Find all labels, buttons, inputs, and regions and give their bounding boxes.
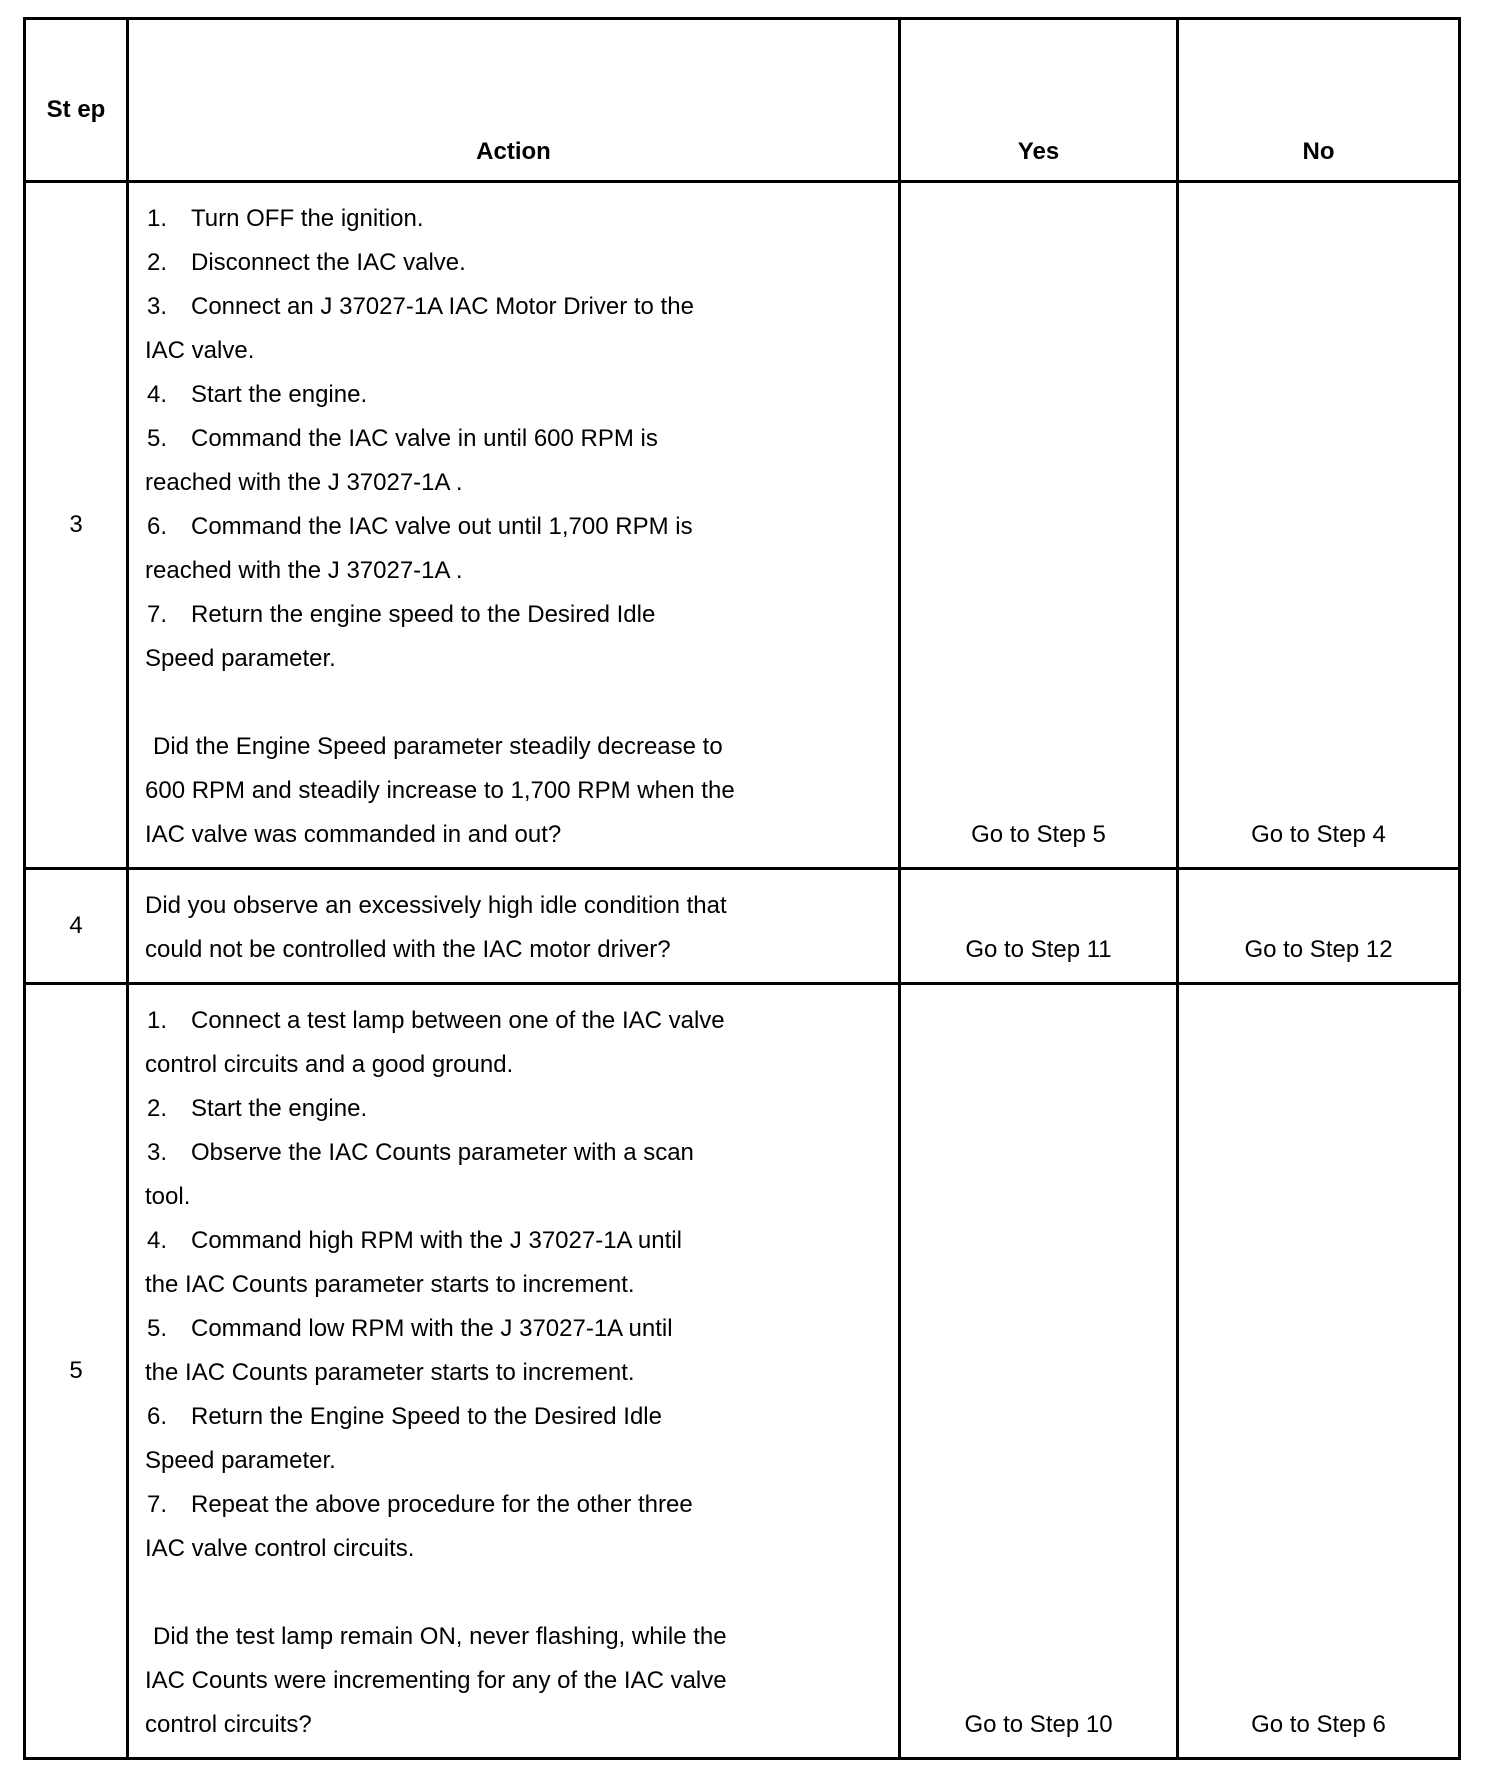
step-text: Connect an J 37027-1A IAC Motor Driver to the bbox=[191, 293, 694, 320]
step-text: Command low RPM with the J 37027-1A until bbox=[191, 1315, 673, 1342]
step-index: 4. bbox=[147, 1227, 168, 1254]
action-step bbox=[145, 417, 888, 461]
question-line: 600 RPM and steadily increase to 1,700 RPM when the bbox=[145, 777, 735, 804]
action-step bbox=[145, 1483, 888, 1527]
step-text: Start the engine. bbox=[191, 1095, 368, 1122]
table-row bbox=[25, 182, 1460, 869]
no-result: Go to Step 6 bbox=[1178, 984, 1460, 1759]
action-step bbox=[145, 505, 888, 549]
step-text: Return the engine speed to the Desired Idle bbox=[191, 601, 656, 628]
question-line: Did you observe an excessively high idle condition that bbox=[145, 892, 727, 919]
question-line: Did the test lamp remain ON, never flashing, while the bbox=[153, 1623, 727, 1650]
question-line: could not be controlled with the IAC motor driver? bbox=[145, 936, 671, 963]
action-step bbox=[145, 1219, 888, 1263]
action-step bbox=[145, 197, 888, 241]
step-number: 4 bbox=[25, 869, 128, 984]
action-step bbox=[145, 1395, 888, 1439]
spacer bbox=[145, 681, 888, 725]
header-step-label: St ep bbox=[46, 96, 106, 123]
header-no: No bbox=[1178, 19, 1460, 182]
table-row bbox=[25, 984, 1460, 1759]
step-index: 7. bbox=[147, 1491, 168, 1518]
yes-result: Go to Step 11 bbox=[900, 869, 1178, 984]
step-index: 6. bbox=[147, 513, 168, 540]
yes-result: Go to Step 5 bbox=[900, 182, 1178, 869]
step-text-continued: IAC valve. bbox=[145, 337, 255, 364]
step-text-continued: Speed parameter. bbox=[145, 1447, 336, 1474]
action-step bbox=[145, 373, 888, 417]
step-text-continued: IAC valve control circuits. bbox=[145, 1535, 415, 1562]
step-index: 2. bbox=[147, 249, 168, 276]
table-row bbox=[25, 869, 1460, 984]
step-index: 7. bbox=[147, 601, 168, 628]
action-step bbox=[145, 1307, 888, 1351]
action-step bbox=[145, 241, 888, 285]
action-cell bbox=[128, 182, 900, 869]
question-line: control circuits? bbox=[145, 1711, 312, 1738]
step-text: Observe the IAC Counts parameter with a scan bbox=[191, 1139, 694, 1166]
step-text-continued: reached with the J 37027-1A . bbox=[145, 557, 463, 584]
action-cell bbox=[128, 984, 900, 1759]
step-text-continued: Speed parameter. bbox=[145, 645, 336, 672]
no-result: Go to Step 4 bbox=[1178, 182, 1460, 869]
step-text-continued: reached with the J 37027-1A . bbox=[145, 469, 463, 496]
step-index: 2. bbox=[147, 1095, 168, 1122]
step-index: 1. bbox=[147, 205, 168, 232]
step-index: 5. bbox=[147, 425, 168, 452]
spacer bbox=[145, 1571, 888, 1615]
step-index: 3. bbox=[147, 293, 168, 320]
step-index: 1. bbox=[147, 1007, 168, 1034]
step-text: Start the engine. bbox=[191, 381, 368, 408]
step-text-continued: tool. bbox=[145, 1183, 191, 1210]
step-text: Disconnect the IAC valve. bbox=[191, 249, 466, 276]
step-number: 5 bbox=[25, 984, 128, 1759]
yes-result: Go to Step 10 bbox=[900, 984, 1178, 1759]
question-line: Did the Engine Speed parameter steadily decrease to bbox=[153, 733, 723, 760]
step-text: Return the Engine Speed to the Desired Idle bbox=[191, 1403, 662, 1430]
header-step bbox=[25, 19, 128, 182]
step-text-continued: control circuits and a good ground. bbox=[145, 1051, 514, 1078]
step-index: 4. bbox=[147, 381, 168, 408]
step-text-continued: the IAC Counts parameter starts to increment. bbox=[145, 1271, 635, 1298]
step-text-continued: the IAC Counts parameter starts to increment. bbox=[145, 1359, 635, 1386]
step-text: Command the IAC valve out until 1,700 RPM is bbox=[191, 513, 693, 540]
step-text: Command high RPM with the J 37027-1A until bbox=[191, 1227, 682, 1254]
no-result: Go to Step 12 bbox=[1178, 869, 1460, 984]
diagnostic-table bbox=[23, 17, 1461, 1760]
action-cell bbox=[128, 869, 900, 984]
header-yes: Yes bbox=[900, 19, 1178, 182]
step-index: 6. bbox=[147, 1403, 168, 1430]
action-step bbox=[145, 999, 888, 1043]
step-index: 5. bbox=[147, 1315, 168, 1342]
step-number: 3 bbox=[25, 182, 128, 869]
step-index: 3. bbox=[147, 1139, 168, 1166]
step-text: Turn OFF the ignition. bbox=[191, 205, 424, 232]
step-text: Repeat the above procedure for the other three bbox=[191, 1491, 693, 1518]
question-line: IAC valve was commanded in and out? bbox=[145, 821, 562, 848]
action-step bbox=[145, 1131, 888, 1175]
header-row bbox=[25, 19, 1460, 182]
action-step bbox=[145, 1087, 888, 1131]
action-step bbox=[145, 285, 888, 329]
step-text: Connect a test lamp between one of the IAC valve bbox=[191, 1007, 725, 1034]
header-action: Action bbox=[128, 19, 900, 182]
action-step bbox=[145, 593, 888, 637]
question-line: IAC Counts were incrementing for any of the IAC valve bbox=[145, 1667, 727, 1694]
step-text: Command the IAC valve in until 600 RPM is bbox=[191, 425, 658, 452]
